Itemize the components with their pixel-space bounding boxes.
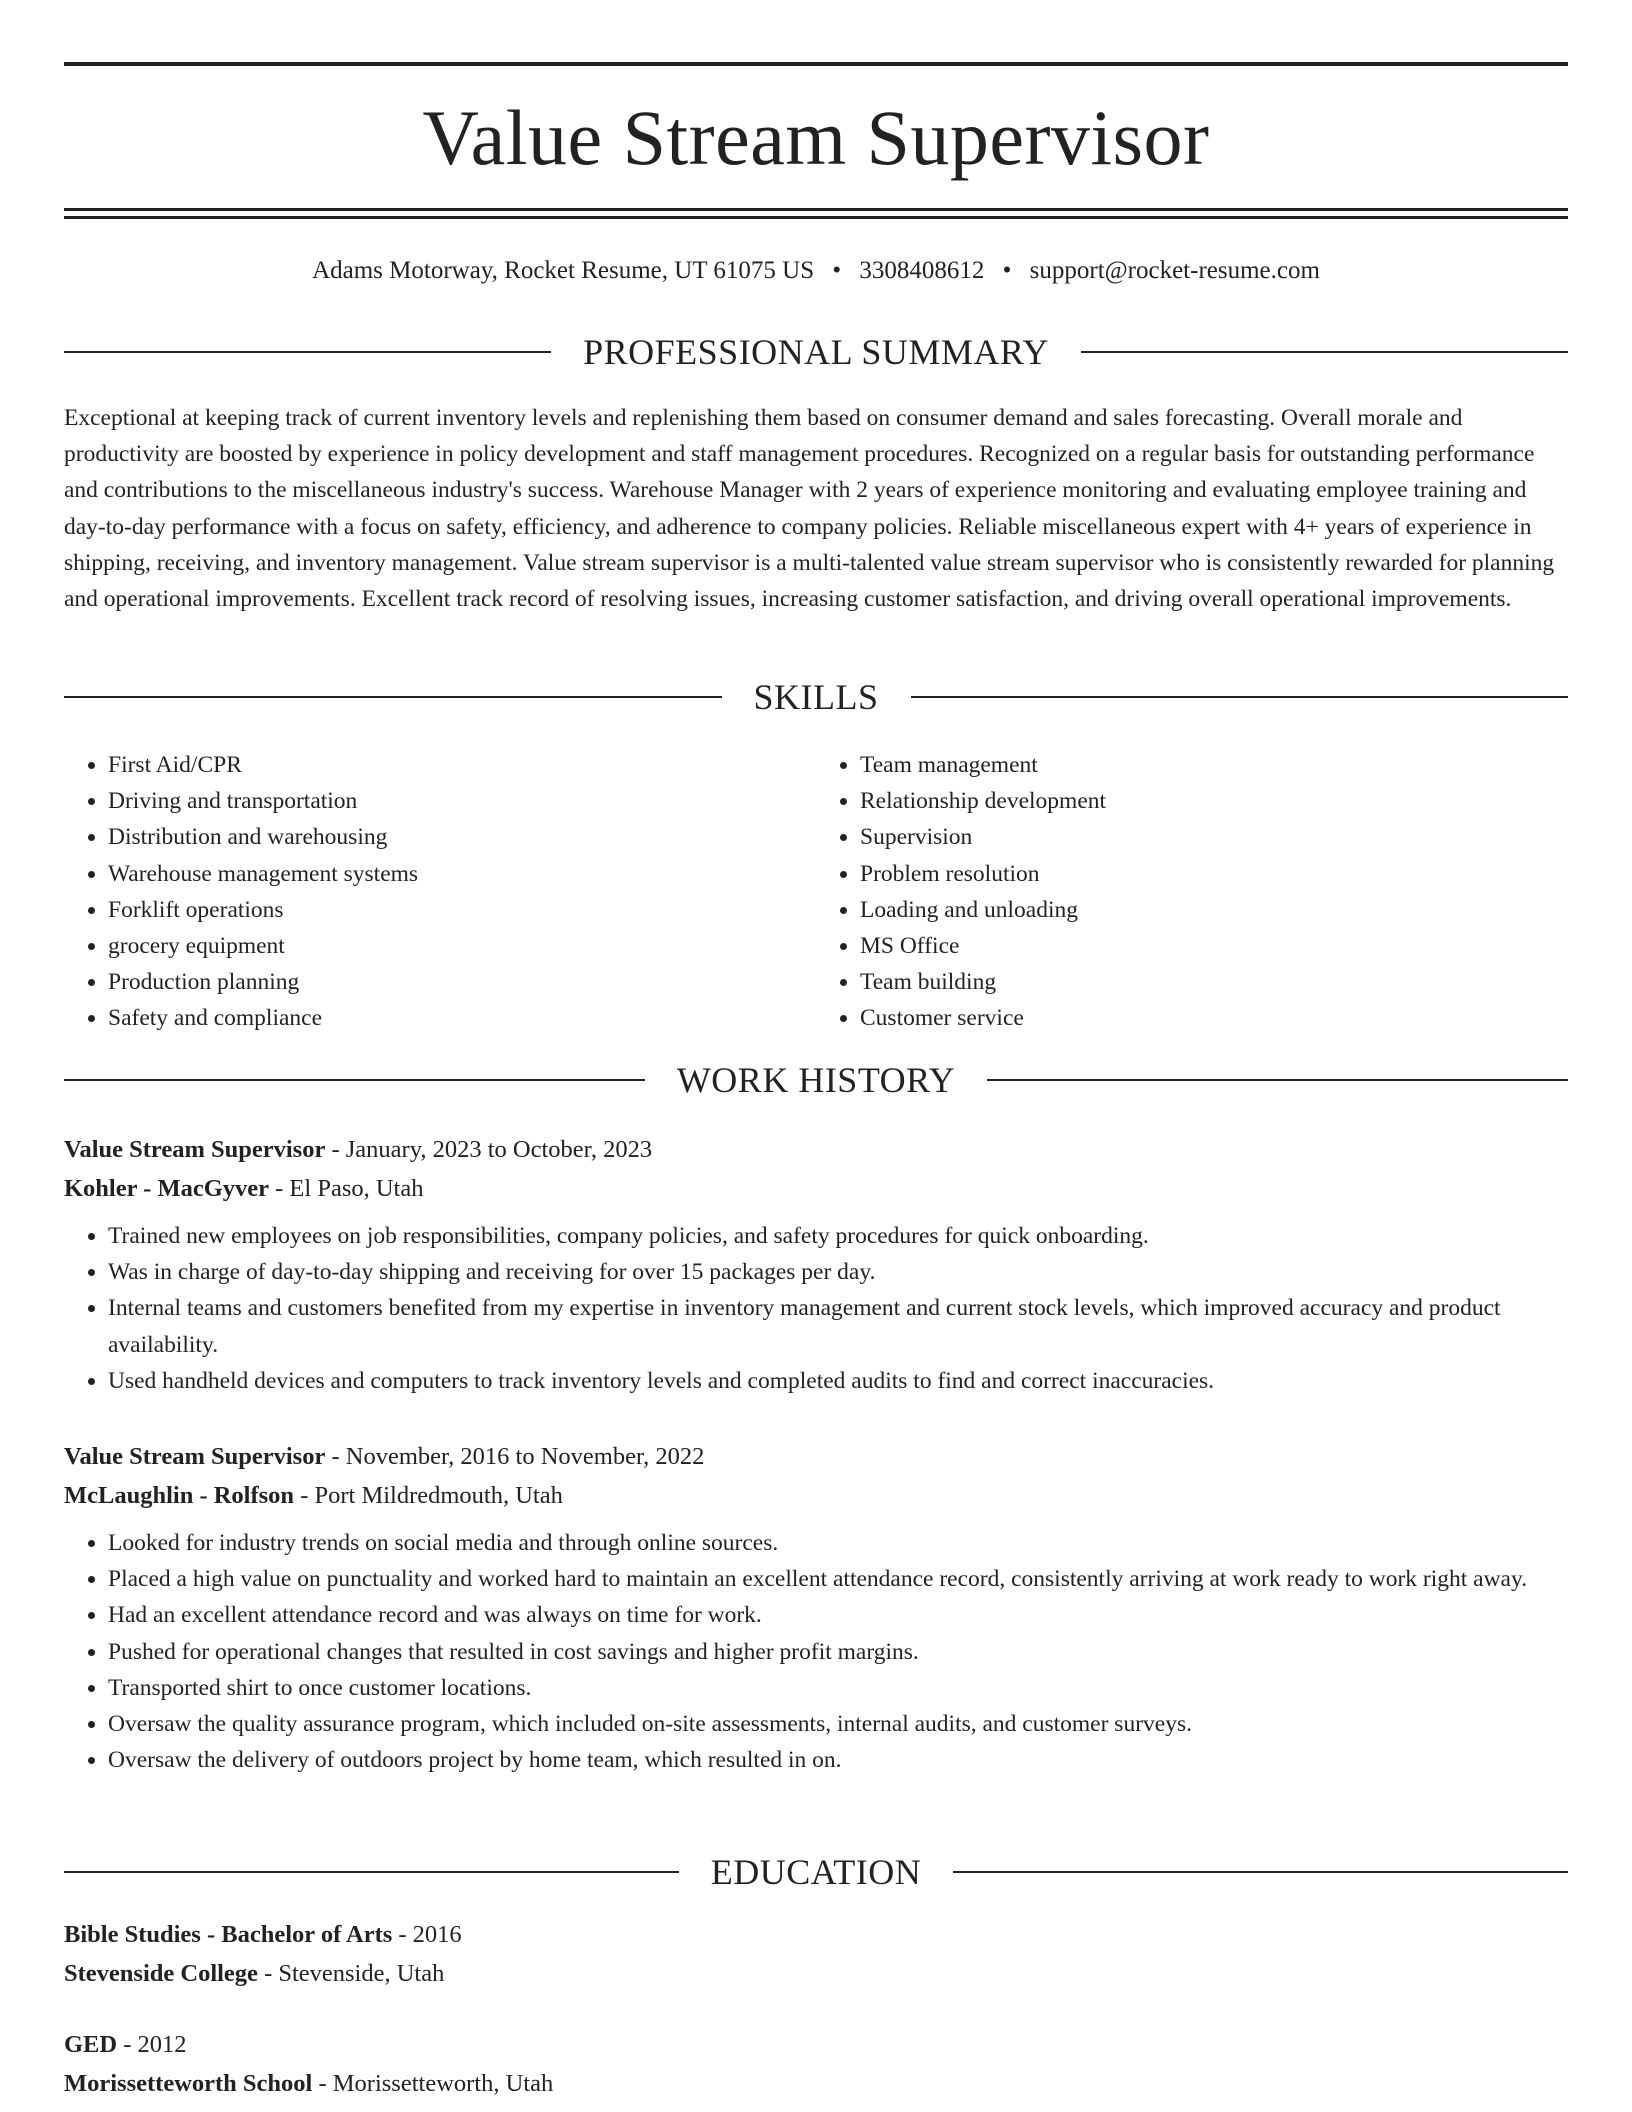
job-title-line (64, 1437, 1568, 1476)
skills-columns (64, 747, 1568, 1037)
skill-item: • Supervision (860, 819, 1568, 855)
education-degree-line (64, 2025, 1568, 2064)
education-school-line (64, 1954, 1568, 1993)
heading-rule-right (1081, 351, 1568, 353)
name-rule-upper (64, 208, 1568, 211)
job-dates: - January, 2023 to October, 2023 (325, 1136, 653, 1163)
education-year: - 2012 (117, 2031, 187, 2058)
education-location: - Morissetteworth, Utah (312, 2070, 554, 2097)
education-entry (64, 2025, 1568, 2103)
heading-rule-left (64, 1871, 679, 1873)
work-heading (64, 1058, 1568, 1102)
skills-list-right (816, 747, 1568, 1037)
job-bullet: • Internal teams and customers benefited from my expertise in inventory management and current stock levels, which improved accuracy and product availability. (108, 1290, 1568, 1362)
heading-rule-right (953, 1871, 1568, 1873)
job-entry (64, 1437, 1568, 1778)
job-bullets (64, 1525, 1568, 1778)
job-title: Value Stream Supervisor (64, 1136, 326, 1163)
education-degree: GED (64, 2031, 118, 2058)
skill-item: • Relationship development (860, 783, 1568, 819)
heading-rule-left (64, 696, 722, 698)
skills-title: SKILLS (753, 677, 879, 717)
job-title: Value Stream Supervisor (64, 1443, 326, 1470)
email: support@rocket-resume.com (1029, 257, 1320, 284)
job-bullet: • Trained new employees on job responsibilities, company policies, and safety procedures for quick onboarding. (108, 1218, 1568, 1254)
skills-list-left (64, 747, 816, 1037)
skill-item: • grocery equipment (108, 928, 816, 964)
education-location: - Stevenside, Utah (257, 1960, 445, 1987)
work-title: WORK HISTORY (676, 1060, 956, 1100)
heading-rule-left (64, 351, 551, 353)
job-bullet: • Was in charge of day-to-day shipping and receiving for over 15 packages per day. (108, 1254, 1568, 1290)
skill-item: • First Aid/CPR (108, 747, 816, 783)
education-heading (64, 1850, 1568, 1894)
resume-name: Value Stream Supervisor (422, 94, 1210, 181)
job-bullet: • Looked for industry trends on social media and through online sources. (108, 1525, 1568, 1561)
education-year: - 2016 (392, 1921, 462, 1948)
skill-item: • Team management (860, 747, 1568, 783)
education-entry (64, 1915, 1568, 1993)
job-location: - El Paso, Utah (269, 1175, 424, 1202)
top-rule (64, 62, 1568, 66)
phone: 3308408612 (859, 257, 985, 284)
skill-item: • Distribution and warehousing (108, 819, 816, 855)
job-company: Kohler - MacGyver (64, 1175, 270, 1202)
job-company-line (64, 1169, 1568, 1208)
job-bullet: • Oversaw the quality assurance program, which included on-site assessments, internal audits, and customer surveys. (108, 1706, 1568, 1742)
job-bullet: • Oversaw the delivery of outdoors project by home team, which resulted in on. (108, 1742, 1568, 1778)
job-dates: - November, 2016 to November, 2022 (325, 1443, 705, 1470)
skill-item: • Problem resolution (860, 856, 1568, 892)
separator: • (832, 257, 842, 284)
heading-rule-right (911, 696, 1569, 698)
summary-text: Exceptional at keeping track of current inventory levels and replenishing them based on consumer demand and sales forecasting. Overall morale and productivity are boosted by experience in policy development and staff management procedures. Recognized on a regular basis for outstanding performance and contributions to the miscellaneous industry's success. Warehouse Manager with 2 years of experience monitoring and evaluating employee training and day-to-day performance with a focus on safety, efficiency, and adherence to company policies. Reliable miscellaneous expert with 4+ years of experience in shipping, receiving, and inventory management. Value stream supervisor is a multi-talented value stream supervisor who is consistently rewarded for planning and operational improvements. Excellent track record of resolving issues, increasing customer satisfaction, and driving overall operational improvements. (64, 405, 1555, 613)
job-bullets (64, 1218, 1568, 1399)
job-bullet: • Placed a high value on punctuality and worked hard to maintain an excellent attendance record, consistently arriving at work ready to work right away. (108, 1561, 1568, 1597)
job-company: McLaughlin - Rolfson (64, 1482, 295, 1509)
skill-item: • Customer service (860, 1000, 1568, 1036)
address: Adams Motorway, Rocket Resume, UT 61075 US (312, 257, 815, 284)
education-degree-line (64, 1915, 1568, 1954)
job-title-line (64, 1130, 1568, 1169)
education-school: Morissetteworth School (64, 2070, 313, 2097)
job-company-line (64, 1476, 1568, 1515)
skill-item: • Loading and unloading (860, 892, 1568, 928)
job-entry (64, 1130, 1568, 1399)
education-title: EDUCATION (710, 1852, 922, 1892)
summary-heading (64, 330, 1568, 374)
contact-line (64, 254, 1568, 288)
skill-item: • Safety and compliance (108, 1000, 816, 1036)
skill-item: • Team building (860, 964, 1568, 1000)
separator: • (1002, 257, 1012, 284)
education-school-line (64, 2064, 1568, 2103)
skill-item: • Warehouse management systems (108, 856, 816, 892)
job-bullet: • Had an excellent attendance record and was always on time for work. (108, 1597, 1568, 1633)
heading-rule-left (64, 1079, 645, 1081)
name-rule-lower (64, 216, 1568, 219)
skill-item: • Forklift operations (108, 892, 816, 928)
job-bullet: • Transported shirt to once customer locations. (108, 1670, 1568, 1706)
heading-rule-right (987, 1079, 1568, 1081)
skill-item: • Driving and transportation (108, 783, 816, 819)
summary-title: PROFESSIONAL SUMMARY (583, 332, 1049, 372)
skill-item: • MS Office (860, 928, 1568, 964)
job-bullet: • Used handheld devices and computers to track inventory levels and completed audits to find and correct inaccuracies. (108, 1363, 1568, 1399)
job-location: - Port Mildredmouth, Utah (294, 1482, 563, 1509)
skill-item: • Production planning (108, 964, 816, 1000)
job-bullet: • Pushed for operational changes that resulted in cost savings and higher profit margins. (108, 1634, 1568, 1670)
skills-heading (64, 675, 1568, 719)
education-school: Stevenside College (64, 1960, 258, 1987)
education-degree: Bible Studies - Bachelor of Arts (64, 1921, 393, 1948)
